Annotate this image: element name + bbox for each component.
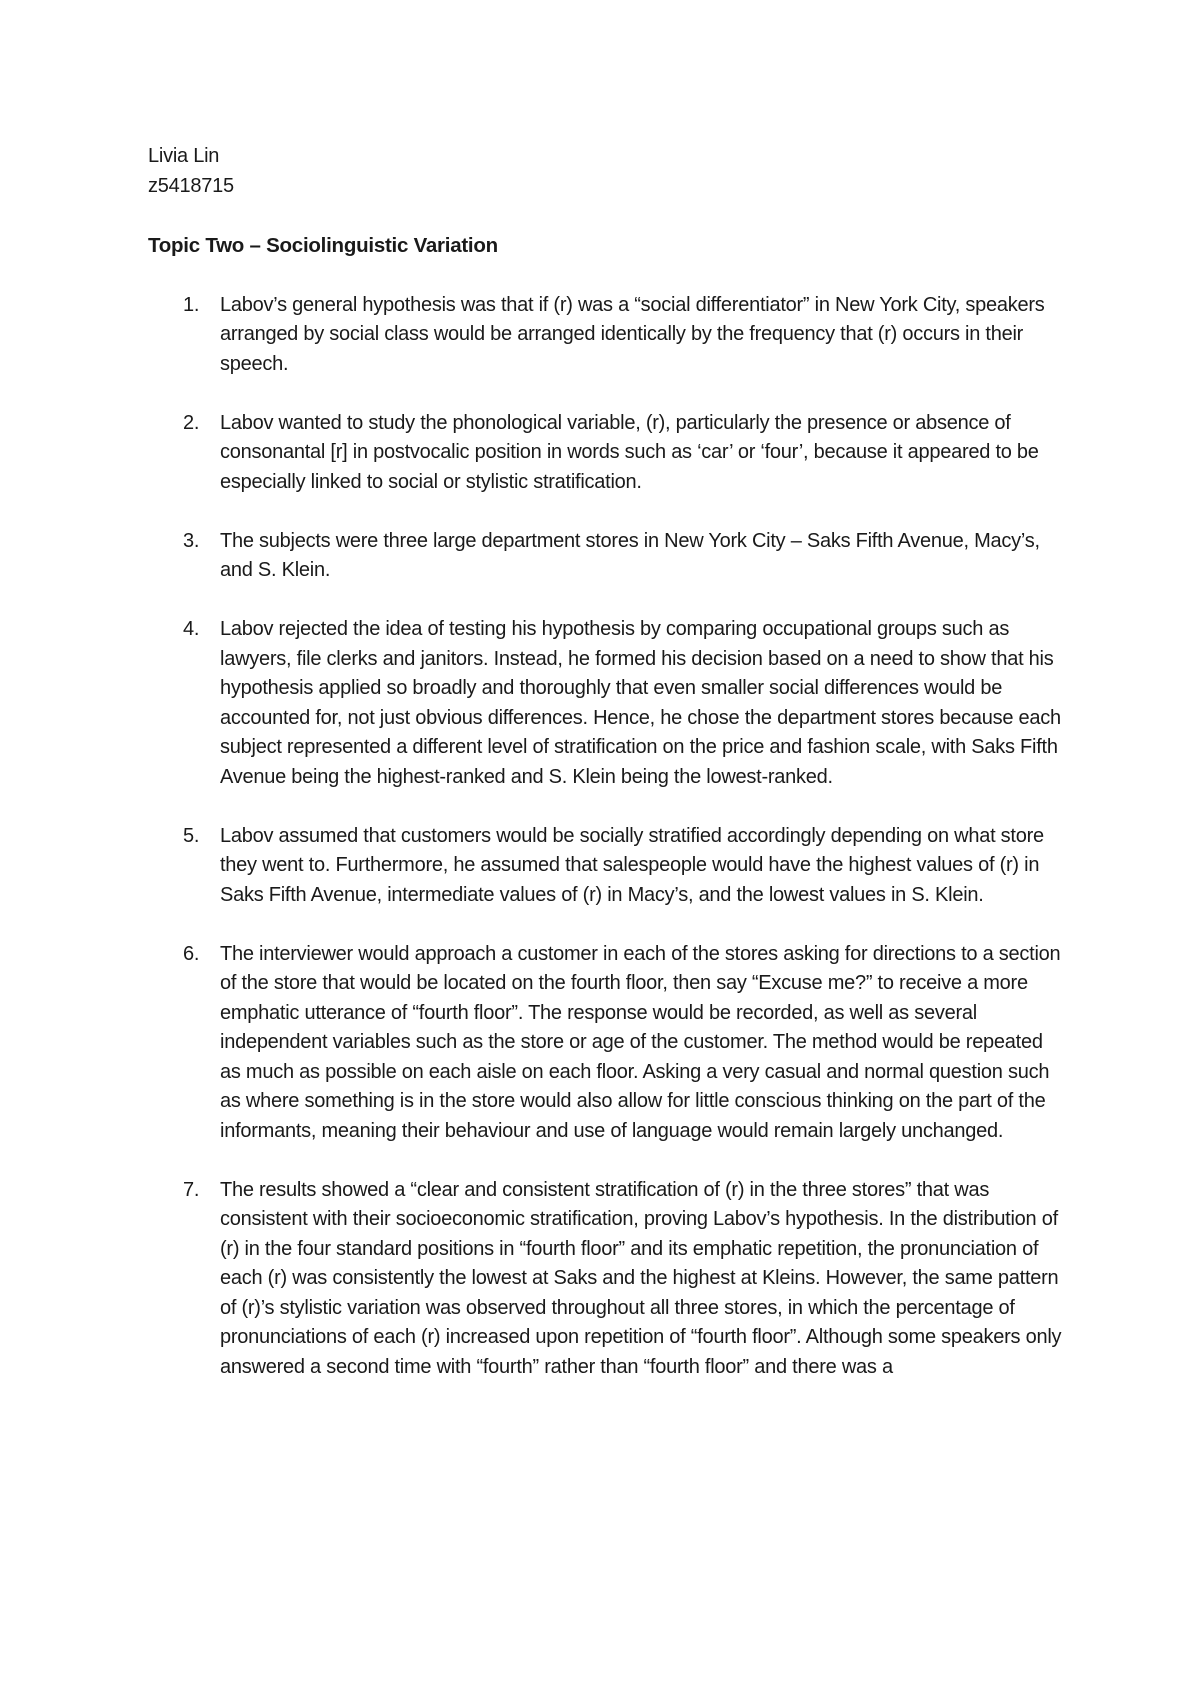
list-item-number: 5. [183, 824, 200, 847]
list-item-number: 3. [183, 529, 200, 552]
answer-list [148, 291, 1068, 1383]
list-item [148, 940, 1068, 1147]
list-item [148, 1176, 1068, 1383]
list-item-number: 6. [183, 942, 200, 965]
document-title: Topic Two – Sociolinguistic Variation [148, 234, 498, 257]
list-item-text: The results showed a “clear and consistent stratification of (r) in the three stores” that was consistent with their socioeconomic stratification, proving Labov’s hypothesis. In the distribution of (r) in the four standard positions in “fourth floor” and its emphatic repetition, the pronunciation of each (r) was consistently the lowest at Saks and the highest at Kleins. However, the same pattern of (r)’s stylistic variation was observed throughout all three stores, in which the percentage of pronunciations of each (r) increased upon repetition of “fourth floor”. Although some speakers only answered a second time with “fourth” rather than “fourth floor” and there was a [220, 1178, 1062, 1378]
list-item [148, 822, 1068, 911]
list-item-number: 7. [183, 1178, 200, 1201]
document-body [148, 142, 1068, 1412]
list-item-text: The interviewer would approach a customer in each of the stores asking for directions to a section of the store that would be located on the fourth floor, then say “Excuse me?” to receive a more emphatic utterance of “fourth floor”. The response would be recorded, as well as several independent variables such as the store or age of the customer. The method would be repeated as much as possible on each aisle on each floor. Asking a very casual and normal question such as where something is in the store would also allow for little conscious thinking on the part of the informants, meaning their behaviour and use of language would remain largely unchanged. [220, 942, 1061, 1142]
list-item-text: The subjects were three large department stores in New York City – Saks Fifth Avenue, Macy’s, and S. Klein. [220, 529, 1040, 581]
list-item-text: Labov’s general hypothesis was that if (r) was a “social differentiator” in New York City, speakers arranged by social class would be arranged identically by the frequency that (r) occurs in their speech. [220, 293, 1045, 375]
list-item [148, 291, 1068, 380]
list-item [148, 409, 1068, 498]
list-item-text: Labov wanted to study the phonological variable, (r), particularly the presence or absence of consonantal [r] in postvocalic position in words such as ‘car’ or ‘four’, because it appeared to be especially linked to social or stylistic stratification. [220, 411, 1039, 493]
list-item [148, 615, 1068, 792]
list-item-text: Labov rejected the idea of testing his hypothesis by comparing occupational groups such as lawyers, file clerks and janitors. Instead, he formed his decision based on a need to show that his hypothesis applied so broadly and thoroughly that even smaller social differences would be accounted for, not just obvious differences. Hence, he chose the department stores because each subject represented a different level of stratification on the price and fashion scale, with Saks Fifth Avenue being the highest-ranked and S. Klein being the lowest-ranked. [220, 618, 1061, 788]
author-name: Livia Lin [148, 145, 220, 167]
list-item [148, 527, 1068, 586]
student-id: z5418715 [148, 174, 234, 197]
list-item-text: Labov assumed that customers would be socially stratified accordingly depending on what store they went to. Furthermore, he assumed that salespeople would have the highest values of (r) in Saks Fifth Avenue, intermediate values of (r) in Macy’s, and the lowest values in S. Klein. [220, 824, 1044, 906]
list-item-number: 4. [183, 618, 200, 640]
list-item-number: 2. [183, 411, 200, 434]
list-item-number: 1. [183, 293, 200, 316]
